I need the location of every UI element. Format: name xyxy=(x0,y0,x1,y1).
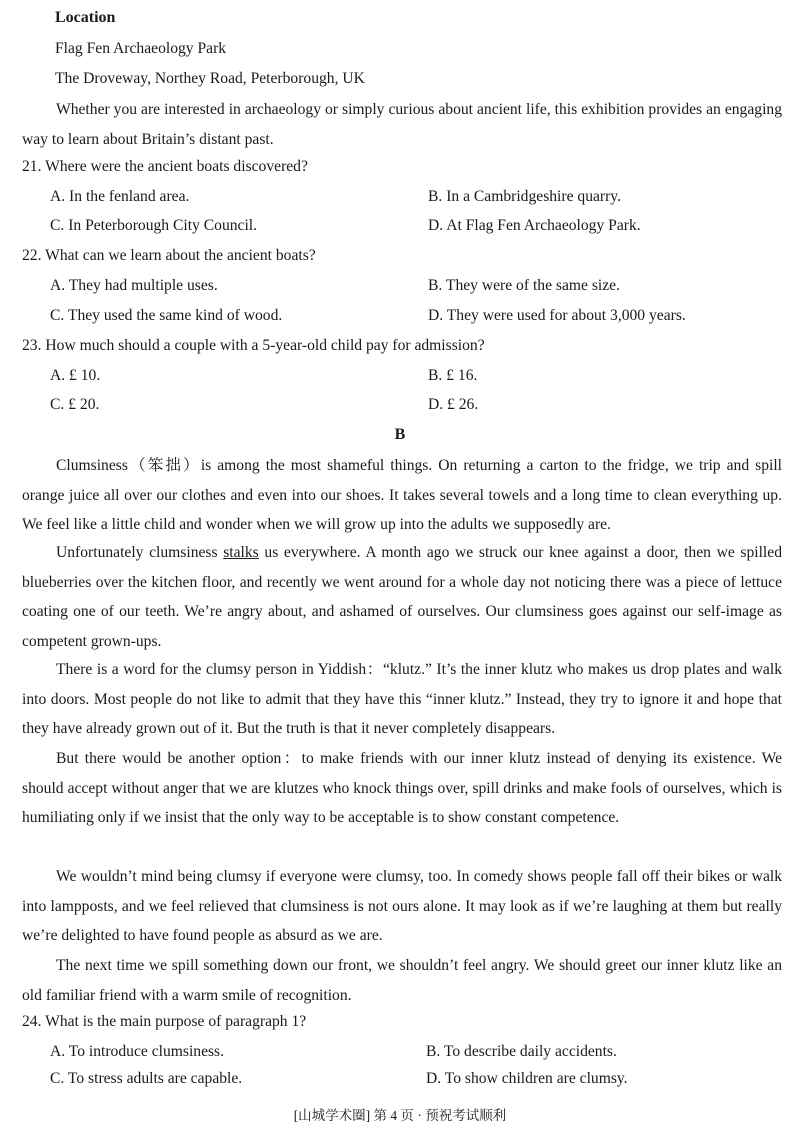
question-24-stem: 24. What is the main purpose of paragraph 1? xyxy=(22,1013,307,1030)
question-22-option-c: C. They used the same kind of wood. xyxy=(50,307,283,324)
paragraph-2-text-start: Unfortunately clumsiness xyxy=(56,544,224,561)
paragraph-3-text: There is a word for the clumsy person in Yiddish：“klutz.” It’s the inner klutz who makes us drop plates and walk into doors. Most people do not like to admit that they have this “inner klutz.” Instead, they try to ignore it and hope that they have already grown out of it. But the truth is that it never completely disappears. xyxy=(22,661,782,738)
location-intro xyxy=(22,95,782,154)
passage-b-paragraph-2 xyxy=(22,538,782,656)
paragraph-1-text: Clumsiness（笨拙）is among the most shameful things. On returning a carton to the fridge, we trip and spill orange juice all over our clothes and even into our shoes. It takes several towels and a long time to clean everything up. We feel like a little child and wonder when we will grow up into the adults we supposedly are. xyxy=(22,457,782,534)
question-24-option-b: B. To describe daily accidents. xyxy=(426,1043,617,1060)
paragraph-5-text: We wouldn’t mind being clumsy if everyone were clumsy, too. In comedy shows people fall off their bikes or walk into lampposts, and we feel relieved that clumsiness is not ours alone. It may look as if we’re laughing at them but really we’re delighted to have found people as absurd as we are. xyxy=(22,868,782,945)
question-23-option-a: A. £ 10. xyxy=(50,367,101,384)
question-22-option-b: B. They were of the same size. xyxy=(428,277,620,294)
question-21-option-d: D. At Flag Fen Archaeology Park. xyxy=(428,217,641,234)
venue-name: Flag Fen Archaeology Park xyxy=(55,40,227,57)
question-21-option-b: B. In a Cambridgeshire quarry. xyxy=(428,188,621,205)
question-23-stem: 23. How much should a couple with a 5-year-old child pay for admission? xyxy=(22,337,485,354)
question-21-option-c: C. In Peterborough City Council. xyxy=(50,217,258,234)
paragraph-6-text: The next time we spill something down our front, we shouldn’t feel angry. We should greet our inner klutz like an old familiar friend with a warm smile of recognition. xyxy=(22,957,782,1004)
passage-b-paragraph-4 xyxy=(22,744,782,833)
question-21-option-a: A. In the fenland area. xyxy=(50,188,190,205)
paragraph-4-text: But there would be another option：to make friends with our inner klutz instead of denying its existence. We should accept without anger that we are klutzes who knock things over, spill drinks and make fools of ourselves, which is humiliating only if we insist that the only way to be acceptable is to show constant competence. xyxy=(22,750,782,827)
question-23-option-c: C. £ 20. xyxy=(50,396,100,413)
question-24-option-c: C. To stress adults are capable. xyxy=(50,1070,243,1087)
underlined-word-stalks: stalks xyxy=(223,544,259,561)
passage-b-paragraph-3 xyxy=(22,655,782,744)
question-23-option-b: B. £ 16. xyxy=(428,367,478,384)
section-b-label: B xyxy=(394,426,406,443)
question-22-stem: 22. What can we learn about the ancient boats? xyxy=(22,247,316,264)
question-23-option-d: D. £ 26. xyxy=(428,396,479,413)
question-24-option-a: A. To introduce clumsiness. xyxy=(50,1043,225,1060)
question-22-option-a: A. They had multiple uses. xyxy=(50,277,218,294)
location-heading: Location xyxy=(55,9,116,26)
location-intro-text: Whether you are interested in archaeology or simply curious about ancient life, this exhibition provides an engaging way to learn about Britain’s distant past. xyxy=(22,101,782,148)
passage-b-paragraph-5 xyxy=(22,862,782,951)
question-21-stem: 21. Where were the ancient boats discovered? xyxy=(22,158,308,175)
venue-address: The Droveway, Northey Road, Peterborough, UK xyxy=(55,70,365,87)
passage-b-paragraph-6 xyxy=(22,951,782,1010)
paragraph-2-text-end: us everywhere. A month ago we struck our knee against a door, then we spilled blueberries over the kitchen floor, and recently we went around for a whole day not noticing there was a piece of lettuce coating one of our teeth. We’re angry about, and ashamed of ourselves. Our clumsiness goes against our self-image as competent grown-ups. xyxy=(22,544,782,650)
page-footer: [山城学术圈] 第 4 页 · 预祝考试顺利 xyxy=(293,1108,507,1123)
passage-b-paragraph-1 xyxy=(22,451,782,540)
question-22-option-d: D. They were used for about 3,000 years. xyxy=(428,307,686,324)
question-24-option-d: D. To show children are clumsy. xyxy=(426,1070,628,1087)
